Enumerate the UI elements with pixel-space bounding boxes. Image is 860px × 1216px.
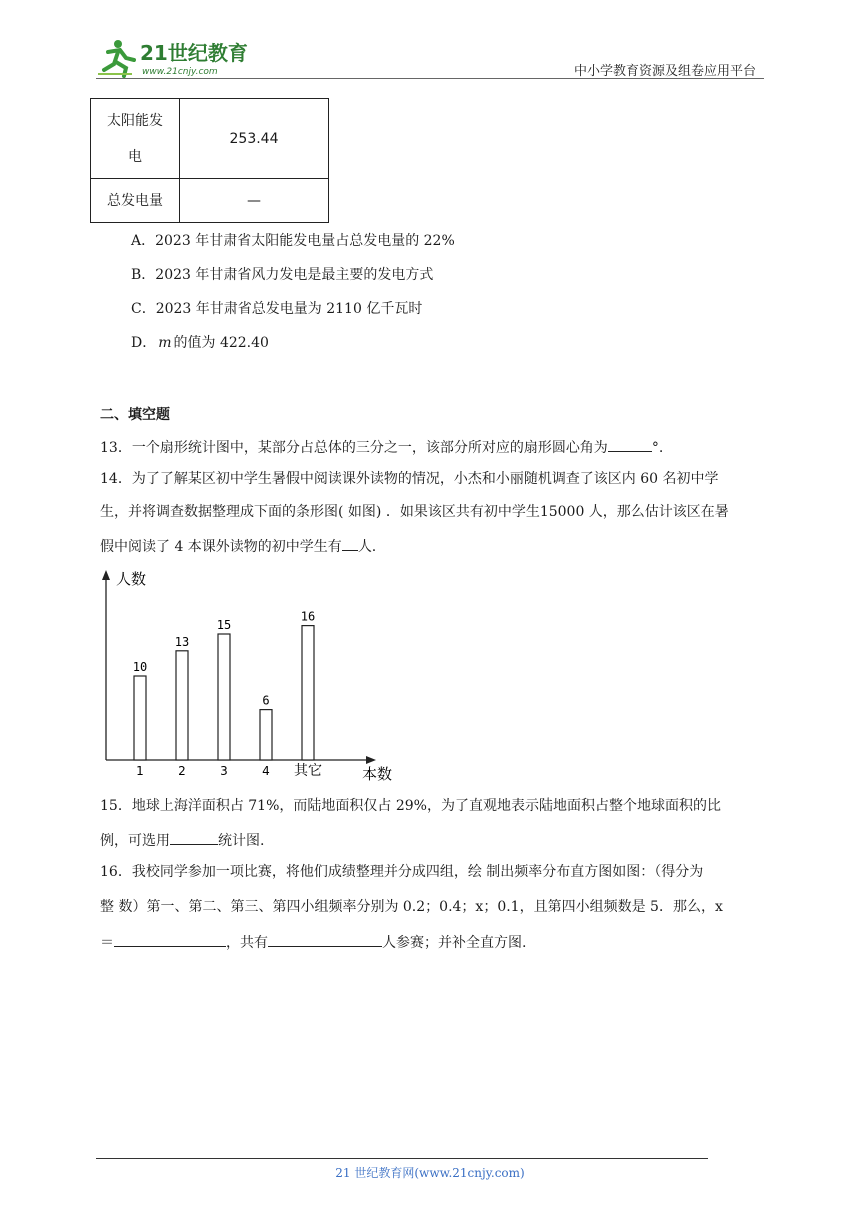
- question-13: [100, 436, 663, 458]
- chart-tick-label: 3: [220, 764, 228, 778]
- q16-text-end: 人参赛；并补全直方图.: [382, 935, 527, 951]
- table-cell-label: [91, 99, 180, 179]
- table-row: [91, 179, 329, 223]
- q16-blank-x: [114, 931, 226, 947]
- question-16-line2: 整 数）第一、第二、第三、第四小组频率分别为 0.2；0.4；x；0.1，且第四小组频数是 5．那么，x: [100, 899, 723, 915]
- chart-tick-label: 4: [262, 764, 270, 778]
- y-axis-label: 人数: [116, 570, 147, 588]
- table-cell-label: 总发电量: [91, 179, 180, 223]
- power-generation-table: [90, 98, 329, 223]
- question-16-line3: [100, 931, 526, 953]
- section-title: 二、填空题: [100, 407, 170, 423]
- option-d-prefix: D．: [131, 335, 157, 351]
- q14-unit: 人.: [357, 539, 377, 555]
- chart-bar: [176, 651, 188, 760]
- option-a: A．2023 年甘肃省太阳能发电量占总发电量的 22%: [131, 233, 455, 249]
- q16-equals: ＝: [100, 935, 114, 951]
- chart-data-label: 15: [216, 618, 232, 632]
- chart-svg: [96, 566, 416, 786]
- reading-bar-chart: [96, 566, 416, 786]
- chart-data-label: 6: [262, 693, 270, 708]
- chart-data-label: 16: [300, 609, 316, 624]
- option-d-variable: m: [158, 335, 172, 351]
- q13-blank: [608, 436, 652, 452]
- chart-data-label: 13: [174, 634, 190, 649]
- x-axis-arrow-icon: [366, 756, 376, 764]
- chart-bar: [134, 676, 146, 760]
- table-cell-value: —: [180, 179, 329, 223]
- chart-bars: [133, 610, 322, 779]
- q15-blank: [170, 829, 218, 845]
- q16-blank-total: [268, 931, 382, 947]
- q16-text: ，共有: [226, 935, 268, 951]
- cell-label-line: 电: [128, 148, 142, 165]
- footer-divider: [96, 1158, 708, 1159]
- q15-text: 例，可选用: [100, 833, 170, 849]
- header-divider: [96, 78, 764, 79]
- y-axis-arrow-icon: [102, 570, 110, 580]
- option-c: C．2023 年甘肃省总发电量为 2110 亿千瓦时: [131, 301, 423, 317]
- cell-label-line: 太阳能发: [107, 112, 163, 129]
- logo-url: www.21cnjy.com: [142, 67, 218, 77]
- option-d-text: 的值为 422.40: [173, 335, 269, 351]
- q13-unit: °.: [651, 440, 664, 456]
- question-14-line1: 14．为了了解某区初中学生暑假中阅读课外读物的情况，小杰和小丽随机调查了该区内 60 名初中学: [100, 471, 719, 487]
- runner-icon: [98, 40, 134, 76]
- table-row: [91, 99, 329, 179]
- header-platform-name: 中小学教育资源及组卷应用平台: [573, 64, 756, 79]
- x-axis-label: 本数: [362, 765, 393, 783]
- logo-text: 21世纪教育: [140, 41, 248, 65]
- chart-bar: [218, 634, 230, 760]
- question-15-line2: [100, 829, 264, 851]
- option-b: B．2023 年甘肃省风力发电是最主要的发电方式: [131, 267, 434, 283]
- chart-bar: [260, 710, 272, 760]
- q15-unit: 统计图.: [218, 833, 265, 849]
- table-cell-value: 253.44: [180, 99, 329, 179]
- q14-blank: [342, 535, 358, 551]
- q13-text: 13．一个扇形统计图中，某部分占总体的三分之一，该部分所对应的扇形圆心角为: [100, 440, 608, 456]
- q14-text: 假中阅读了 4 本课外读物的初中学生有: [100, 539, 342, 555]
- chart-data-label: 10: [132, 660, 148, 674]
- chart-bar: [302, 626, 314, 760]
- chart-tick-label: 2: [178, 764, 186, 778]
- footer-text: 21 世纪教育网(www.21cnjy.com): [335, 1166, 525, 1180]
- question-16-line1: 16．我校同学参加一项比赛，将他们成绩整理并分成四组，绘 制出频率分布直方图如图：（得分为: [100, 864, 704, 880]
- chart-tick-label: 1: [136, 764, 144, 778]
- chart-tick-label: 其它: [294, 763, 322, 779]
- question-14-line2: 生，并将调查数据整理成下面的条形图( 如图) ．如果该区共有初中学生15000 人，那么估计该区在暑: [100, 504, 729, 520]
- site-logo: [96, 36, 266, 80]
- logo-graphic: [96, 36, 266, 80]
- question-14-line3: [100, 535, 376, 557]
- question-15-line1: 15．地球上海洋面积占 71%，而陆地面积仅占 29%，为了直观地表示陆地面积占整个地球面积的比: [100, 798, 721, 814]
- option-d: [131, 333, 269, 353]
